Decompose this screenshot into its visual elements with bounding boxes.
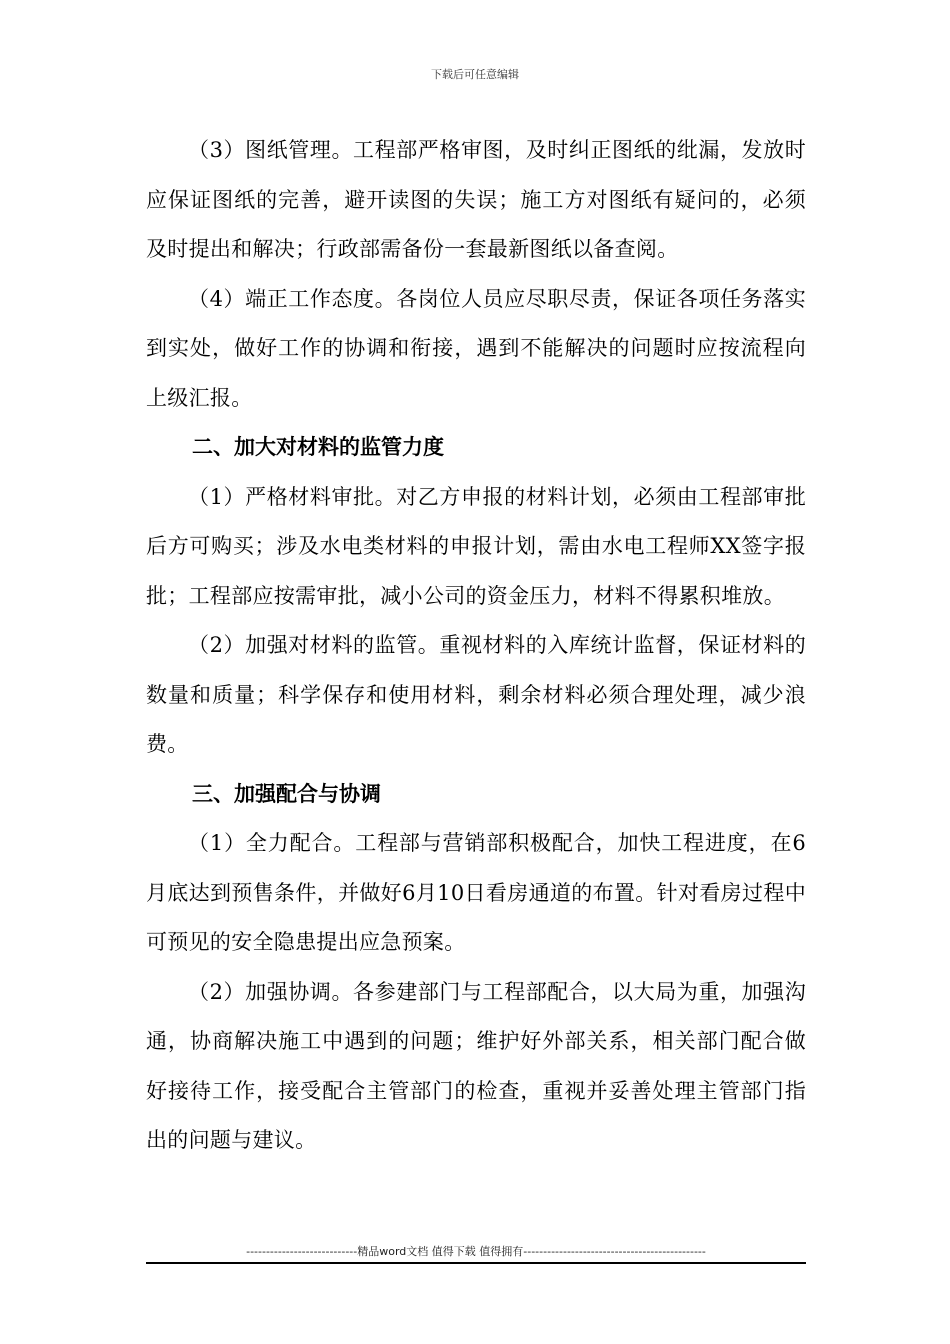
paragraph-strengthen-coordination: （2）加强协调。各参建部门与工程部配合，以大局为重，加强沟通，协商解决施工中遇到的问题；维护好外部关系，相关部门配合做好接待工作，接受配合主管部门的检查，重视并妥善处理主管部门指出的问题与建议。 [146, 979, 806, 1152]
section-heading-materials: 二、加大对材料的监管力度 [192, 435, 444, 459]
page-footer [146, 1244, 806, 1264]
paragraph-drawing-management: （3）图纸管理。工程部严格审图，及时纠正图纸的纰漏，发放时应保证图纸的完善，避开读图的失误；施工方对图纸有疑问的，必须及时提出和解决；行政部需备份一套最新图纸以备查阅。 [146, 138, 806, 261]
document-body [146, 126, 806, 1166]
paragraph-work-attitude: （4）端正工作态度。各岗位人员应尽职尽责，保证各项任务落实到实处，做好工作的协调和衔接，遇到不能解决的问题时应按流程向上级汇报。 [146, 286, 806, 410]
section-heading-coordination: 三、加强配合与协调 [192, 781, 381, 806]
footer-text: ----------------------------精品word文档 值得下载 值得拥有---------------------------------------------- [246, 1245, 706, 1258]
paragraph-material-supervision: （2）加强对材料的监管。重视材料的入库统计监督，保证材料的数量和质量；科学保存和使用材料，剩余材料必须合理处理，减少浪费。 [146, 633, 806, 756]
paragraph-full-cooperation: （1）全力配合。工程部与营销部积极配合，加快工程进度，在6月底达到预售条件，并做好6月10日看房通道的布置。针对看房过程中可预见的安全隐患提出应急预案。 [146, 831, 806, 954]
footer-divider [146, 1262, 806, 1264]
paragraph-material-approval: （1）严格材料审批。对乙方申报的材料计划，必须由工程部审批后方可购买；涉及水电类材料的申报计划，需由水电工程师XX签字报批；工程部应按需审批，减小公司的资金压力，材料不得累积堆放。 [146, 484, 806, 608]
header-note: 下载后可任意编辑 [431, 68, 519, 81]
